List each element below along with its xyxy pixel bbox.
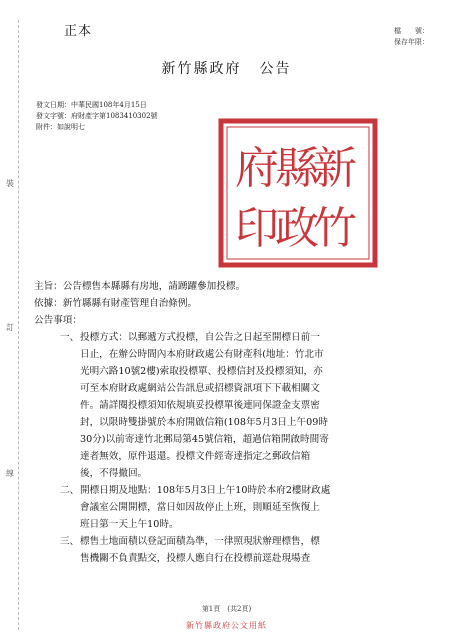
seal-char-1: 新 (313, 143, 357, 194)
item-text (80, 329, 430, 482)
official-seal (217, 117, 379, 269)
seal-char-3: 縣 (275, 143, 319, 194)
text-line: 光明六路10號2樓)索取投標單、投標信封及投標須知，亦 (80, 366, 323, 377)
item-number: 一、 (60, 332, 80, 343)
issue-date: 發文日期：中華民國108年4月15日 (36, 101, 147, 109)
text-line: 售機關不負責點交，投標人應自行在投標前逕赴現場查 (80, 553, 311, 564)
binding-line (18, 20, 19, 630)
retention-label: 保存年限： (394, 38, 429, 46)
item-text (80, 482, 430, 533)
text-line: 標售土地面積以登記面積為準，一律照現狀辦理標售，標 (80, 536, 320, 547)
doc-type: 公告 (259, 61, 292, 77)
page-number: 第1頁 (共2頁) (201, 605, 252, 613)
text-line: 可至本府財政處網站公告訊息或招標資訊項下下載相關文 (80, 383, 320, 394)
text-line: 投標方式：以郵遞方式投標，自公告之日起至開標日前一 (80, 332, 320, 343)
notice-item-2 (60, 482, 430, 533)
margin-mark-line: 線 (6, 469, 14, 478)
text-line: 後，不得撤回。 (80, 468, 148, 479)
text-line: 會議室公開開標，當日如因故停止上班，則順延至恢復上 (80, 502, 320, 513)
issue-info (36, 100, 158, 133)
item-number: 三、 (60, 536, 80, 547)
margin-mark-bind: 裝 (6, 179, 14, 188)
seal-graphic (217, 117, 379, 269)
text-line: 達者無效，原件退還。投標文件經寄達指定之郵政信箱 (80, 451, 311, 462)
notice-item-3 (60, 533, 430, 567)
margin-mark-staple: 訂 (6, 323, 14, 332)
issue-number: 發文字號：府財產字第1083410302號 (36, 112, 158, 120)
copy-label: 正本 (64, 24, 93, 39)
seal-char-5: 府 (235, 143, 279, 194)
file-number-label: 檔 號： (394, 27, 429, 35)
seal-char-6: 印 (235, 203, 279, 254)
text-line: 班日第一天上午10時。 (80, 519, 179, 530)
doc-meta (394, 26, 429, 48)
document-body (34, 278, 430, 567)
text-line: 封，以限時雙掛號於本府開啟信箱(108年5月3日上午09時 (80, 417, 328, 428)
attachment-note: 附件：如說明七 (36, 123, 85, 131)
text-line: 日止，在辦公時間內本府財政處公有財產科(地址：竹北市 (80, 349, 324, 360)
text-line: 開標日期及地點：108年5月3日上午10時於本府2樓財政處 (80, 485, 331, 496)
item-number: 二、 (60, 485, 80, 496)
page-title (0, 58, 453, 78)
letterhead-brand: 新竹縣政府公文用紙 (186, 621, 267, 630)
org-name: 新竹縣政府 (161, 61, 242, 77)
subject-line: 主旨：公告標售本縣縣有房地，請踴躍參加投標。 (34, 281, 246, 292)
text-line: 30分)以前寄達竹北郵局第45號信箱，超過信箱開啟時間寄 (80, 434, 329, 445)
notice-item-1 (60, 329, 430, 482)
text-line: 件。請詳閱投標須知依規填妥投標單後連同保證金支票密 (80, 400, 320, 411)
item-text (80, 533, 430, 567)
notice-heading: 公告事項： (34, 315, 82, 326)
seal-char-2: 竹 (313, 203, 357, 254)
basis-line: 依據：新竹縣縣有財產管理自治條例。 (34, 298, 198, 309)
seal-char-4: 政 (275, 203, 319, 254)
